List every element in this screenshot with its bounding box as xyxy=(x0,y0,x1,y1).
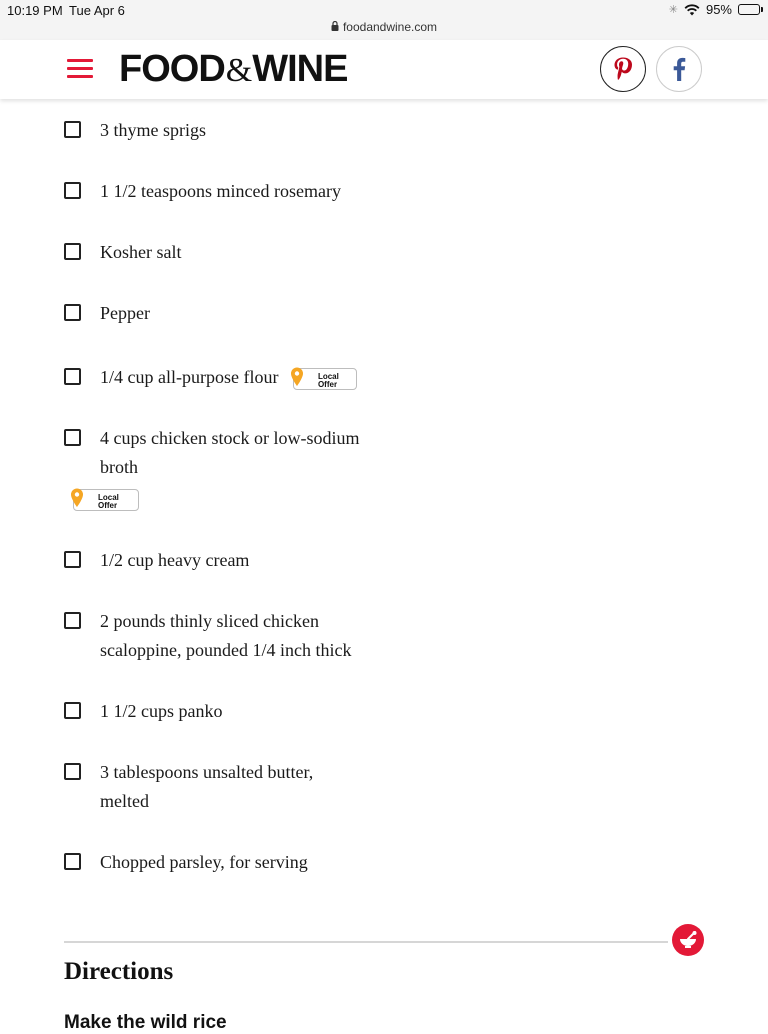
battery-percent: 95% xyxy=(705,2,732,17)
list-item xyxy=(64,697,404,726)
cooking-mode-button[interactable] xyxy=(672,924,704,956)
ingredient-text: 3 tablespoons unsalted butter, melted xyxy=(100,762,314,811)
list-item xyxy=(64,116,404,145)
lock-icon xyxy=(331,20,339,34)
step-title: Make the wild rice xyxy=(64,1012,227,1033)
ingredient-text: 3 thyme sprigs xyxy=(100,120,206,140)
ingredient-checkbox[interactable] xyxy=(64,243,81,260)
url-text: foodandwine.com xyxy=(342,20,438,34)
site-header xyxy=(0,40,768,99)
loading-spinner-icon: ✳ xyxy=(668,4,678,16)
pinterest-icon xyxy=(612,56,634,82)
ingredient-checkbox[interactable] xyxy=(64,612,81,629)
list-item xyxy=(64,424,394,482)
ingredient-checkbox[interactable] xyxy=(64,763,81,780)
status-bar xyxy=(0,0,768,41)
list-item xyxy=(64,848,404,877)
list-item xyxy=(64,758,354,816)
status-time: 10:19 PM xyxy=(7,3,63,18)
status-date: Tue Apr 6 xyxy=(69,3,125,18)
wifi-icon xyxy=(684,4,700,16)
ingredient-text: 1 1/2 teaspoons minced rosemary xyxy=(100,181,341,201)
list-item xyxy=(64,546,404,575)
ingredient-checkbox[interactable] xyxy=(64,304,81,321)
ingredient-checkbox[interactable] xyxy=(64,121,81,138)
ingredient-checkbox[interactable] xyxy=(64,182,81,199)
facebook-share-button[interactable] xyxy=(656,46,702,92)
list-item xyxy=(64,177,404,206)
ingredient-text: Pepper xyxy=(100,303,150,323)
ingredient-text: Chopped parsley, for serving xyxy=(100,852,308,872)
ingredient-checkbox[interactable] xyxy=(64,853,81,870)
local-offer-badge[interactable]: Local Offer xyxy=(73,489,139,511)
list-item xyxy=(64,607,394,665)
site-logo[interactable]: FOOD&WINE xyxy=(119,48,348,90)
facebook-icon xyxy=(672,57,686,81)
hamburger-menu-icon[interactable] xyxy=(67,59,93,79)
ingredient-checkbox[interactable] xyxy=(64,702,81,719)
mixing-bowl-icon xyxy=(678,930,698,950)
list-item xyxy=(64,238,404,267)
ingredient-checkbox[interactable] xyxy=(64,368,81,385)
ingredient-checkbox[interactable] xyxy=(64,429,81,446)
battery-icon xyxy=(738,4,760,15)
ingredient-text: 2 pounds thinly sliced chicken scaloppine, pounded 1/4 inch thick xyxy=(100,611,352,660)
location-pin-icon xyxy=(70,488,84,508)
ingredient-text: 1/4 cup all-purpose flour Local Offer xyxy=(100,363,357,392)
pinterest-share-button[interactable] xyxy=(600,46,646,92)
local-offer-badge[interactable]: Local Offer xyxy=(293,368,357,390)
ingredient-text: 1/2 cup heavy cream xyxy=(100,550,250,570)
section-divider xyxy=(64,941,668,943)
ingredient-text: 1 1/2 cups panko xyxy=(100,701,223,721)
list-item xyxy=(64,363,404,392)
ingredient-text: 4 cups chicken stock or low-sodium broth xyxy=(100,428,360,477)
address-bar[interactable] xyxy=(0,20,768,34)
ingredient-text: Kosher salt xyxy=(100,242,182,262)
list-item xyxy=(64,299,404,328)
directions-heading: Directions xyxy=(64,958,174,985)
ingredient-checkbox[interactable] xyxy=(64,551,81,568)
location-pin-icon xyxy=(290,367,304,387)
